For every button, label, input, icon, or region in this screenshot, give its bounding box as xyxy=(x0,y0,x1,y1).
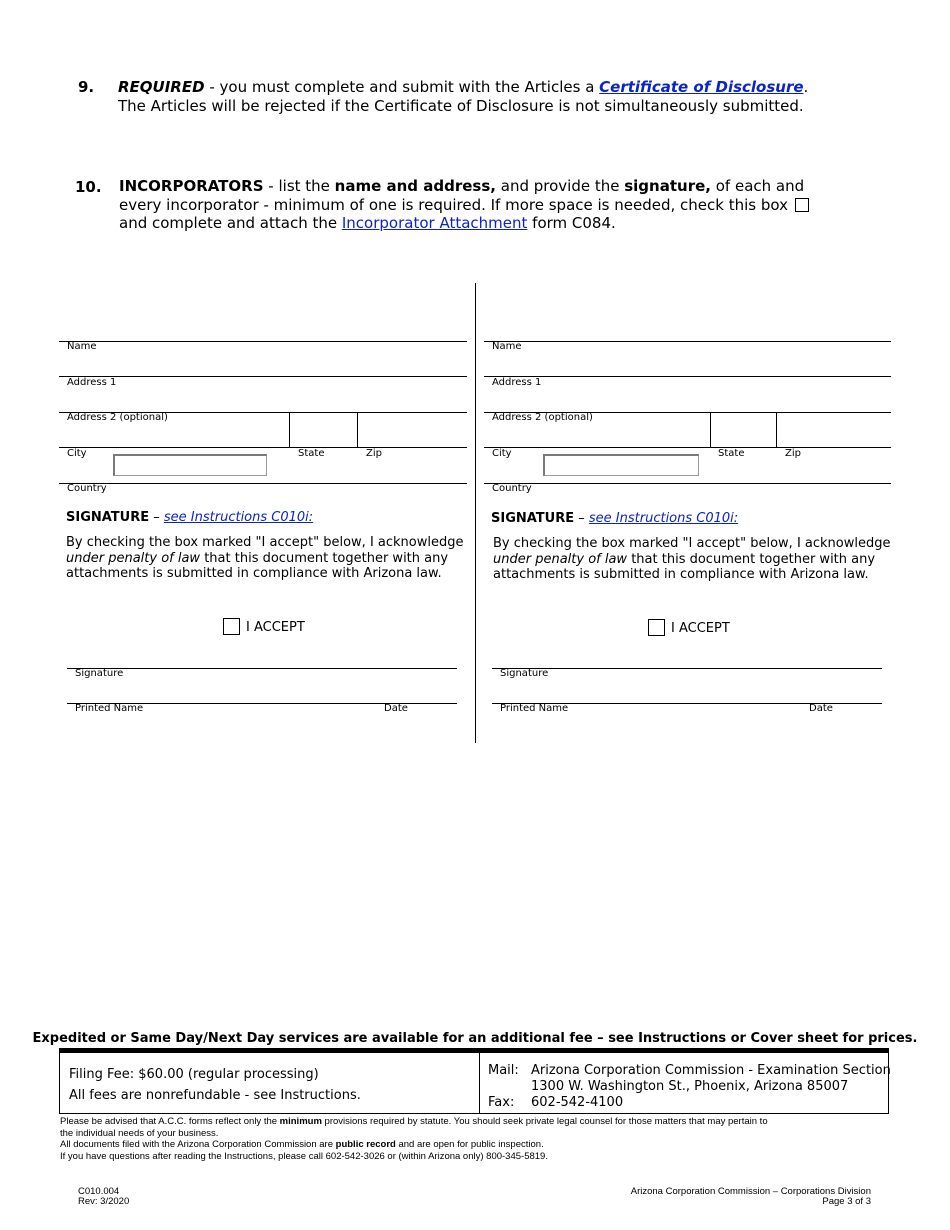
date-label: Date xyxy=(809,703,833,714)
country-line xyxy=(59,483,467,484)
form-revision: Rev: 3/2020 xyxy=(78,1196,130,1207)
disclaimer-l3-c: and are open for public inspection. xyxy=(395,1139,544,1150)
signature-instructions-link[interactable]: see Instructions C010i: xyxy=(163,510,314,525)
accept-checkbox[interactable] xyxy=(648,619,665,636)
signature-instructions-link[interactable]: see Instructions C010i: xyxy=(588,511,739,526)
country-input[interactable] xyxy=(543,454,699,476)
item-9-number: 9. xyxy=(78,78,95,96)
state-label: State xyxy=(298,448,325,459)
signature-field[interactable] xyxy=(67,668,457,669)
acknowledgement-line-2-rest: that this document together with any xyxy=(627,551,876,567)
acknowledgement-line-3: attachments is submitted in compliance with Arizona law. xyxy=(493,567,869,582)
mail-line-1: Arizona Corporation Commission - Examination Section xyxy=(531,1063,891,1078)
city-label: City xyxy=(492,448,512,459)
item-10-line-3-after: form C084. xyxy=(527,214,616,232)
acknowledgement-line-2 xyxy=(493,552,890,568)
fee-box xyxy=(59,1048,889,1114)
form-number: C010.004 xyxy=(78,1186,120,1197)
item-10-line-3-before: and complete and attach the xyxy=(119,214,342,232)
certificate-of-disclosure-link[interactable]: Certificate of Disclosure xyxy=(599,78,804,96)
mail-line-2: 1300 W. Washington St., Phoenix, Arizona 85007 xyxy=(531,1079,849,1094)
printed-name-label: Printed Name xyxy=(75,703,144,714)
more-space-checkbox[interactable] xyxy=(795,198,809,212)
disclaimer-line-4: If you have questions after reading the Instructions, please call 602-542-3026 or (within Arizona only) 800-345-5819. xyxy=(60,1150,548,1162)
signature-label: Signature xyxy=(500,668,549,679)
name-field[interactable] xyxy=(59,341,467,342)
country-line xyxy=(484,483,891,484)
accept-row xyxy=(648,620,730,637)
disclaimer-l1-c: provisions required by statute. You should seek private legal counsel for those matters that may pertain to xyxy=(321,1116,768,1127)
fax-label: Fax: xyxy=(488,1095,515,1110)
state-label: State xyxy=(718,448,745,459)
column-divider xyxy=(475,283,476,743)
acknowledgement-line-1: By checking the box marked "I accept" below, I acknowledge xyxy=(493,536,891,551)
accept-label: I ACCEPT xyxy=(671,621,730,636)
penalty-of-law-text: under penalty of law xyxy=(66,550,201,566)
item-10-line-2 xyxy=(119,196,809,214)
signature-heading-text: SIGNATURE xyxy=(66,510,150,525)
footer-agency: Arizona Corporation Commission – Corporations Division xyxy=(630,1186,871,1197)
fee-box-divider xyxy=(479,1053,480,1114)
zip-separator xyxy=(776,412,777,448)
page-number: Page 3 of 3 xyxy=(822,1196,871,1207)
disclaimer-line-3 xyxy=(60,1139,768,1151)
item-10-line-1 xyxy=(119,177,804,195)
expedited-notice: Expedited or Same Day/Next Day services are available for an additional fee – see Instructions or Cover sheet for prices. xyxy=(32,1031,918,1046)
signature-label: Signature xyxy=(75,668,124,679)
acknowledgement-text xyxy=(66,535,463,582)
country-label: Country xyxy=(492,483,532,494)
accept-checkbox[interactable] xyxy=(223,618,240,635)
acknowledgement-text xyxy=(493,536,890,583)
item-10-text-2: and provide the xyxy=(495,177,625,195)
zip-separator xyxy=(357,412,358,448)
country-label: Country xyxy=(67,483,107,494)
printed-name-label: Printed Name xyxy=(500,703,569,714)
incorporator-attachment-link[interactable]: Incorporator Attachment xyxy=(341,214,528,232)
acknowledgement-line-2-rest: that this document together with any xyxy=(200,550,449,566)
filing-fee: Filing Fee: $60.00 (regular processing) xyxy=(69,1067,319,1082)
address-1-label: Address 1 xyxy=(492,377,542,388)
accept-label: I ACCEPT xyxy=(246,620,305,635)
signature-dash: – xyxy=(574,511,589,526)
city-state-zip-line xyxy=(59,447,467,448)
date-label: Date xyxy=(384,703,408,714)
disclaimer-line-2: the individual needs of your business. xyxy=(60,1127,219,1139)
fax-number: 602-542-4100 xyxy=(531,1095,624,1110)
item-9-line-1 xyxy=(118,78,808,96)
state-separator xyxy=(289,412,290,448)
city-state-zip-line xyxy=(484,447,891,448)
item-10-text-3: of each and xyxy=(710,177,805,195)
item-10-bold-1: name and address, xyxy=(334,177,496,195)
item-9-text-before: - you must complete and submit with the Articles a xyxy=(204,78,600,96)
item-9-line-2: The Articles will be rejected if the Certificate of Disclosure is not simultaneously submitted. xyxy=(118,97,804,115)
disclaimer-minimum: minimum xyxy=(279,1116,322,1127)
signature-heading xyxy=(491,511,738,527)
signature-heading-text: SIGNATURE xyxy=(491,511,575,526)
item-10-number: 10. xyxy=(75,178,102,196)
disclaimer-public-record: public record xyxy=(335,1139,396,1150)
disclaimer-line-1 xyxy=(60,1116,768,1128)
address-1-field[interactable] xyxy=(484,376,891,377)
zip-label: Zip xyxy=(366,448,382,459)
name-field[interactable] xyxy=(484,341,891,342)
address-1-field[interactable] xyxy=(59,376,467,377)
disclaimer-l3-a: All documents filed with the Arizona Corporation Commission are xyxy=(60,1139,336,1150)
required-label: REQUIRED xyxy=(118,78,205,96)
address-1-label: Address 1 xyxy=(67,377,117,388)
zip-label: Zip xyxy=(785,448,801,459)
accept-row xyxy=(223,619,305,636)
city-label: City xyxy=(67,448,87,459)
signature-field[interactable] xyxy=(492,668,882,669)
acknowledgement-line-2 xyxy=(66,551,463,567)
disclaimer xyxy=(60,1116,768,1162)
incorporators-heading: INCORPORATORS xyxy=(119,177,264,195)
state-separator xyxy=(710,412,711,448)
name-label: Name xyxy=(67,341,97,352)
penalty-of-law-text: under penalty of law xyxy=(493,551,628,567)
fees-nonrefundable: All fees are nonrefundable - see Instructions. xyxy=(69,1088,361,1103)
country-input[interactable] xyxy=(113,454,267,476)
item-10-line-2-text: every incorporator - minimum of one is required. If more space is needed, check this box xyxy=(119,196,788,214)
mail-label: Mail: xyxy=(488,1063,519,1078)
address-2-label: Address 2 (optional) xyxy=(67,412,168,423)
disclaimer-l1-a: Please be advised that A.C.C. forms reflect only the xyxy=(60,1116,280,1127)
item-9-period: . xyxy=(803,78,809,96)
signature-dash: – xyxy=(149,510,164,525)
acknowledgement-line-1: By checking the box marked "I accept" below, I acknowledge xyxy=(66,535,464,550)
signature-heading xyxy=(66,510,313,526)
item-10-text-1: - list the xyxy=(263,177,335,195)
item-10-line-3 xyxy=(119,214,616,232)
acknowledgement-line-3: attachments is submitted in compliance with Arizona law. xyxy=(66,566,442,581)
name-label: Name xyxy=(492,341,522,352)
item-10-bold-2: signature, xyxy=(624,177,711,195)
address-2-label: Address 2 (optional) xyxy=(492,412,593,423)
